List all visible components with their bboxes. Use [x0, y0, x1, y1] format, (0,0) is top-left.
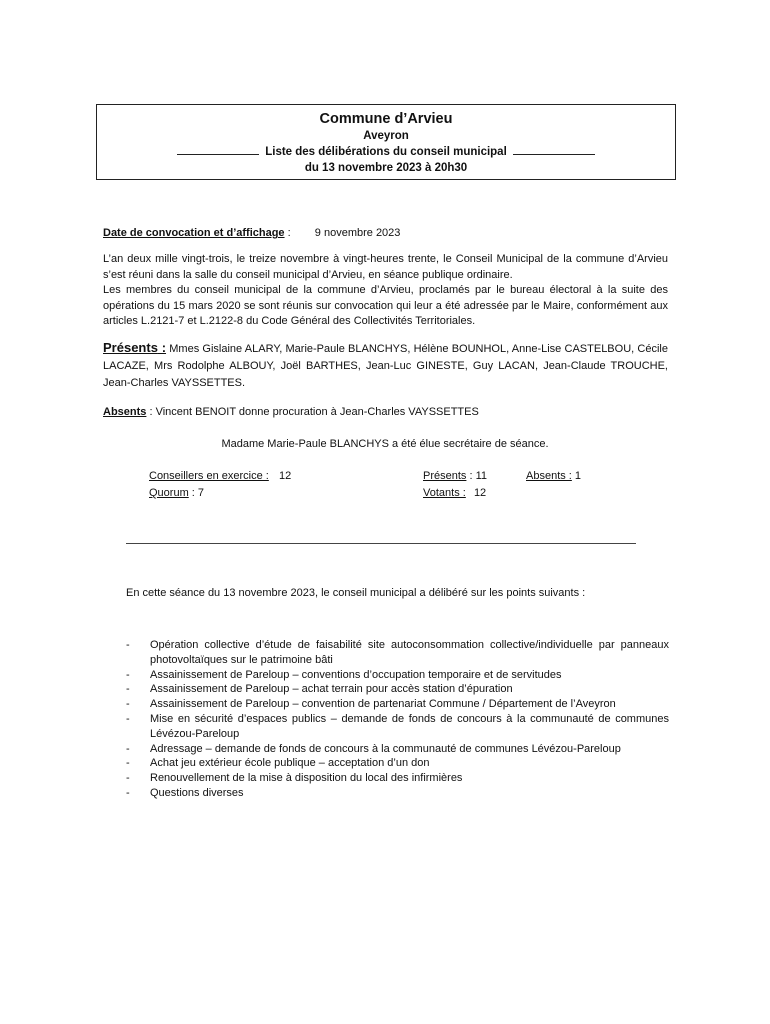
quorum-value: : 7 [188, 487, 205, 499]
conseillers-value: 12 [278, 470, 292, 482]
session-date: du 13 novembre 2023 à 20h30 [304, 162, 468, 174]
bullet-dash: - [126, 712, 130, 725]
bullet-dash: - [126, 772, 130, 785]
bullet-dash: - [126, 683, 130, 696]
right-rule [513, 145, 595, 155]
commune-title: Commune d’Arvieu [319, 111, 453, 127]
votants-label: Votants : [423, 487, 466, 499]
absents-count-line [526, 469, 581, 485]
presents-sep: : [157, 340, 167, 355]
convocation-date: 9 novembre 2023 [314, 227, 401, 239]
presents-text: Mmes Gislaine ALARY, Marie-Paule BLANCHYS, Hélène BOUNHOL, Anne-Lise CASTELBOU, Cécile LACAZE, Mrs Rodolphe ALBOUY, Joël BARTHES, Jean-Luc GINESTE, Guy LACAN, Jean-Claude TROUCHE, Jean-Charles VAYSSETTES. [103, 343, 668, 389]
conseillers-label: Conseillers en exercice : [149, 470, 269, 482]
absents-count-label: Absents : [526, 470, 572, 482]
convocation-line [103, 226, 400, 242]
point-text: Questions diverses [150, 786, 244, 799]
point-text: Assainissement de Pareloup – achat terrain pour accès station d’épuration [150, 683, 513, 696]
votants-value: 12 [473, 487, 487, 499]
points-list-container [126, 638, 669, 801]
point-item [126, 668, 669, 683]
header-box [96, 104, 676, 180]
bullet-dash: - [126, 668, 130, 681]
quorum-line [149, 486, 204, 502]
absents-text: : Vincent BENOIT donne procuration à Jean-Charles VAYSSETTES [146, 406, 479, 418]
department: Aveyron [363, 130, 409, 142]
bullet-dash: - [126, 742, 130, 755]
point-item [126, 697, 669, 712]
bullet-dash: - [126, 786, 130, 799]
presents-count-label: Présents [423, 470, 467, 482]
point-item [126, 638, 669, 668]
quorum-label: Quorum [149, 487, 189, 499]
point-text: Opération collective d’étude de faisabilité site autoconsommation collective/individuelle par panneaux photovoltaïques sur le patrimoine bâti [150, 639, 669, 666]
presents-count-value: : 11 [466, 470, 488, 482]
intro-paragraph [103, 252, 668, 330]
point-text: Assainissement de Pareloup – conventions d’occupation temporaire et de servitudes [150, 668, 562, 681]
convocation-sep: : [284, 227, 291, 239]
absents-line [103, 405, 479, 421]
presents-paragraph [103, 339, 668, 392]
point-item [126, 682, 669, 697]
point-text: Assainissement de Pareloup – convention de partenariat Commune / Département de l’Aveyron [150, 698, 616, 711]
conseillers-line [149, 469, 291, 485]
bullet-dash: - [126, 757, 130, 770]
point-item [126, 742, 669, 757]
absents-label: Absents [103, 406, 147, 418]
point-item [126, 771, 669, 786]
point-item [126, 756, 669, 771]
list-title: Liste des délibérations du conseil municipal [265, 146, 507, 158]
seance-intro: En cette séance du 13 novembre 2023, le conseil municipal a délibéré sur les points suivants : [126, 587, 586, 599]
presents-label: Présents [103, 340, 158, 355]
secretary-line: Madame Marie-Paule BLANCHYS a été élue secrétaire de séance. [221, 438, 549, 450]
point-text: Adressage – demande de fonds de concours à la communauté de communes Lévézou-Pareloup [150, 742, 621, 755]
point-item [126, 712, 669, 742]
intro-p1: L’an deux mille vingt-trois, le treize novembre à vingt-heures trente, le Conseil Municipal de la commune d’Arvieu s’est réuni dans la salle du conseil municipal d’Arvieu, en séance publique ordinaire. [103, 253, 668, 281]
intro-p2: Les membres du conseil municipal de la commune d’Arvieu, proclamés par le bureau électoral à la suite des opérations du 15 mars 2020 se sont réunis sur convocation qui leur a été adressée par le Maire, conformément aux articles L.2121-7 et L.2122-8 du Code Général des Collectivités Territoriales. [103, 284, 668, 327]
point-text: Achat jeu extérieur école publique – acceptation d’un don [150, 757, 430, 770]
point-text: Renouvellement de la mise à disposition du local des infirmières [150, 772, 463, 785]
separator-line [126, 543, 636, 544]
point-text: Mise en sécurité d’espaces publics – demande de fonds de concours à la communauté de communes Lévézou-Pareloup [150, 712, 669, 740]
left-rule [177, 145, 259, 155]
votants-line [423, 486, 486, 502]
points-list [126, 638, 669, 801]
list-title-line [97, 144, 675, 160]
absents-count-value: 1 [571, 470, 582, 482]
bullet-dash: - [126, 639, 130, 651]
bullet-dash: - [126, 698, 130, 711]
presents-count-line [423, 469, 487, 485]
convocation-label: Date de convocation et d’affichage [103, 227, 285, 239]
point-item [126, 786, 669, 801]
